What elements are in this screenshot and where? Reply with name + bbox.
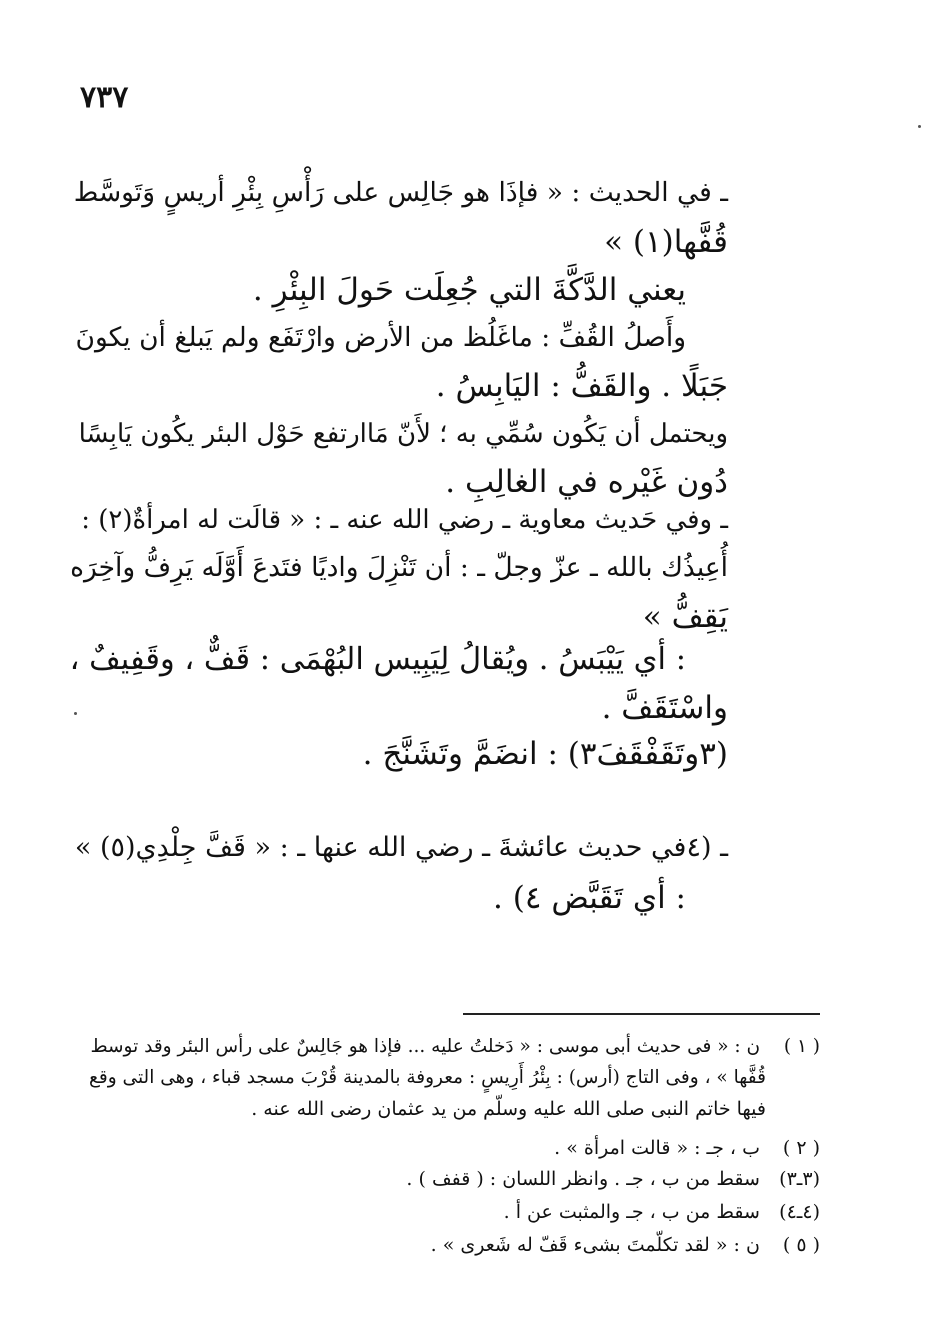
text-line: قُفَّها(١) » (604, 224, 728, 260)
footnote-separator (463, 1013, 820, 1015)
text-line: : أي تَقَبَّض ٤) . (493, 880, 686, 916)
text-line: دُون غَيْره في الغالِبِ . (445, 464, 728, 500)
footnote (431, 1233, 820, 1257)
text-line: واسْتَقَفَّ . (601, 690, 728, 726)
text-line: : أي يَيْبَسُ . ويُقالُ لِيَبِيس البُهْمَى : قَفٌّ ، وقَفِيفٌ ، (69, 642, 686, 677)
text-line: ـ في الحديث : « فإذَا هو جَالِس على رَأْسِ بِئْرِ أريسٍ وَتَوسَّط (73, 177, 728, 208)
text-line: وأَصلُ القُفِّ : ماغَلُظ من الأرض وارْتَفَع ولم يَبلغ أن يكونَ (75, 322, 686, 353)
footnote-text: ن : « فى حديث أبى موسى : « دَخلتُ عليه ... فإذا هو جَالِسٌ على رأس البئر وقد توسط (90, 1036, 761, 1057)
footnote-text: سقط من ب ، جـ . وانظر اللسان : ( قفف ) . (406, 1168, 760, 1190)
footnote-continuation (251, 1097, 766, 1121)
page-number: ٧٣٧ (80, 80, 129, 115)
text-line: يَقِفُّ » (642, 599, 728, 635)
text-line: ويحتمل أن يَكُون سُمِّي به ؛ لأَنّ مَاارتفع حَوْل البئر يكُون يَابِسًا (78, 419, 728, 449)
text-line: يعني الدَّكَّةَ التي جُعِلَت حَولَ البِئْرِ . (252, 272, 686, 308)
footnote-text: ب ، جـ : « قالت امرأة » . (554, 1137, 760, 1159)
footnote-text: قُفَّها » ، وفى التاج (أرس) : بِئْرُ أَرِيسٍ : معروفة بالمدينة قُرْبَ مسجد قباء ، وهى التى وقع (89, 1067, 766, 1088)
text-line: ـ (٤في حديث عائشةَ ـ رضي الله عنها ـ : « قَفَّ جِلْدِي(٥) » (74, 832, 728, 863)
footnote (406, 1167, 820, 1191)
footnote-number: ( ٢ ) (782, 1137, 820, 1159)
text-line: (٣وتَقَفْقَفَ٣) : انضَمَّ وتَشَنَّجَ . (362, 736, 728, 772)
footnote-number: ( ١ ) (783, 1036, 820, 1057)
footnote-number: (٤ـ٤) (779, 1201, 820, 1223)
footnote (554, 1136, 820, 1160)
text-line: جَبَلًا . والقَفُّ : اليَابِسُ . (435, 368, 728, 404)
main-text (70, 0, 728, 1000)
footnote (90, 1035, 820, 1059)
footnote-text: فيها خاتم النبى صلى الله عليه وسلّم من يد عثمان رضى الله عنه . (251, 1098, 766, 1120)
footnote-text: ن : « لقد تكلّمتَ بشىء قَفّ له شَعرى » . (430, 1234, 760, 1256)
footnote (504, 1200, 820, 1224)
scan-speck (918, 125, 921, 128)
footnote-number: (٣ـ٣) (779, 1168, 820, 1190)
footnote-text: سقط من ب ، جـ والمثبت عن أ . (503, 1201, 760, 1223)
footnote-number: ( ٥ ) (782, 1234, 820, 1256)
text-line: ـ وفي حَديث معاوية ـ رضي الله عنه ـ : « قالَت له امرأةٌ(٢) : (81, 505, 728, 535)
footnote-continuation (89, 1066, 766, 1090)
text-line: أُعِيذُك بالله ـ عزّ وجلّ ـ : أن تَنْزِلَ واديًا فتَدعَ أَوَّلَه يَرِفُّ وآخِرَه (70, 552, 728, 583)
